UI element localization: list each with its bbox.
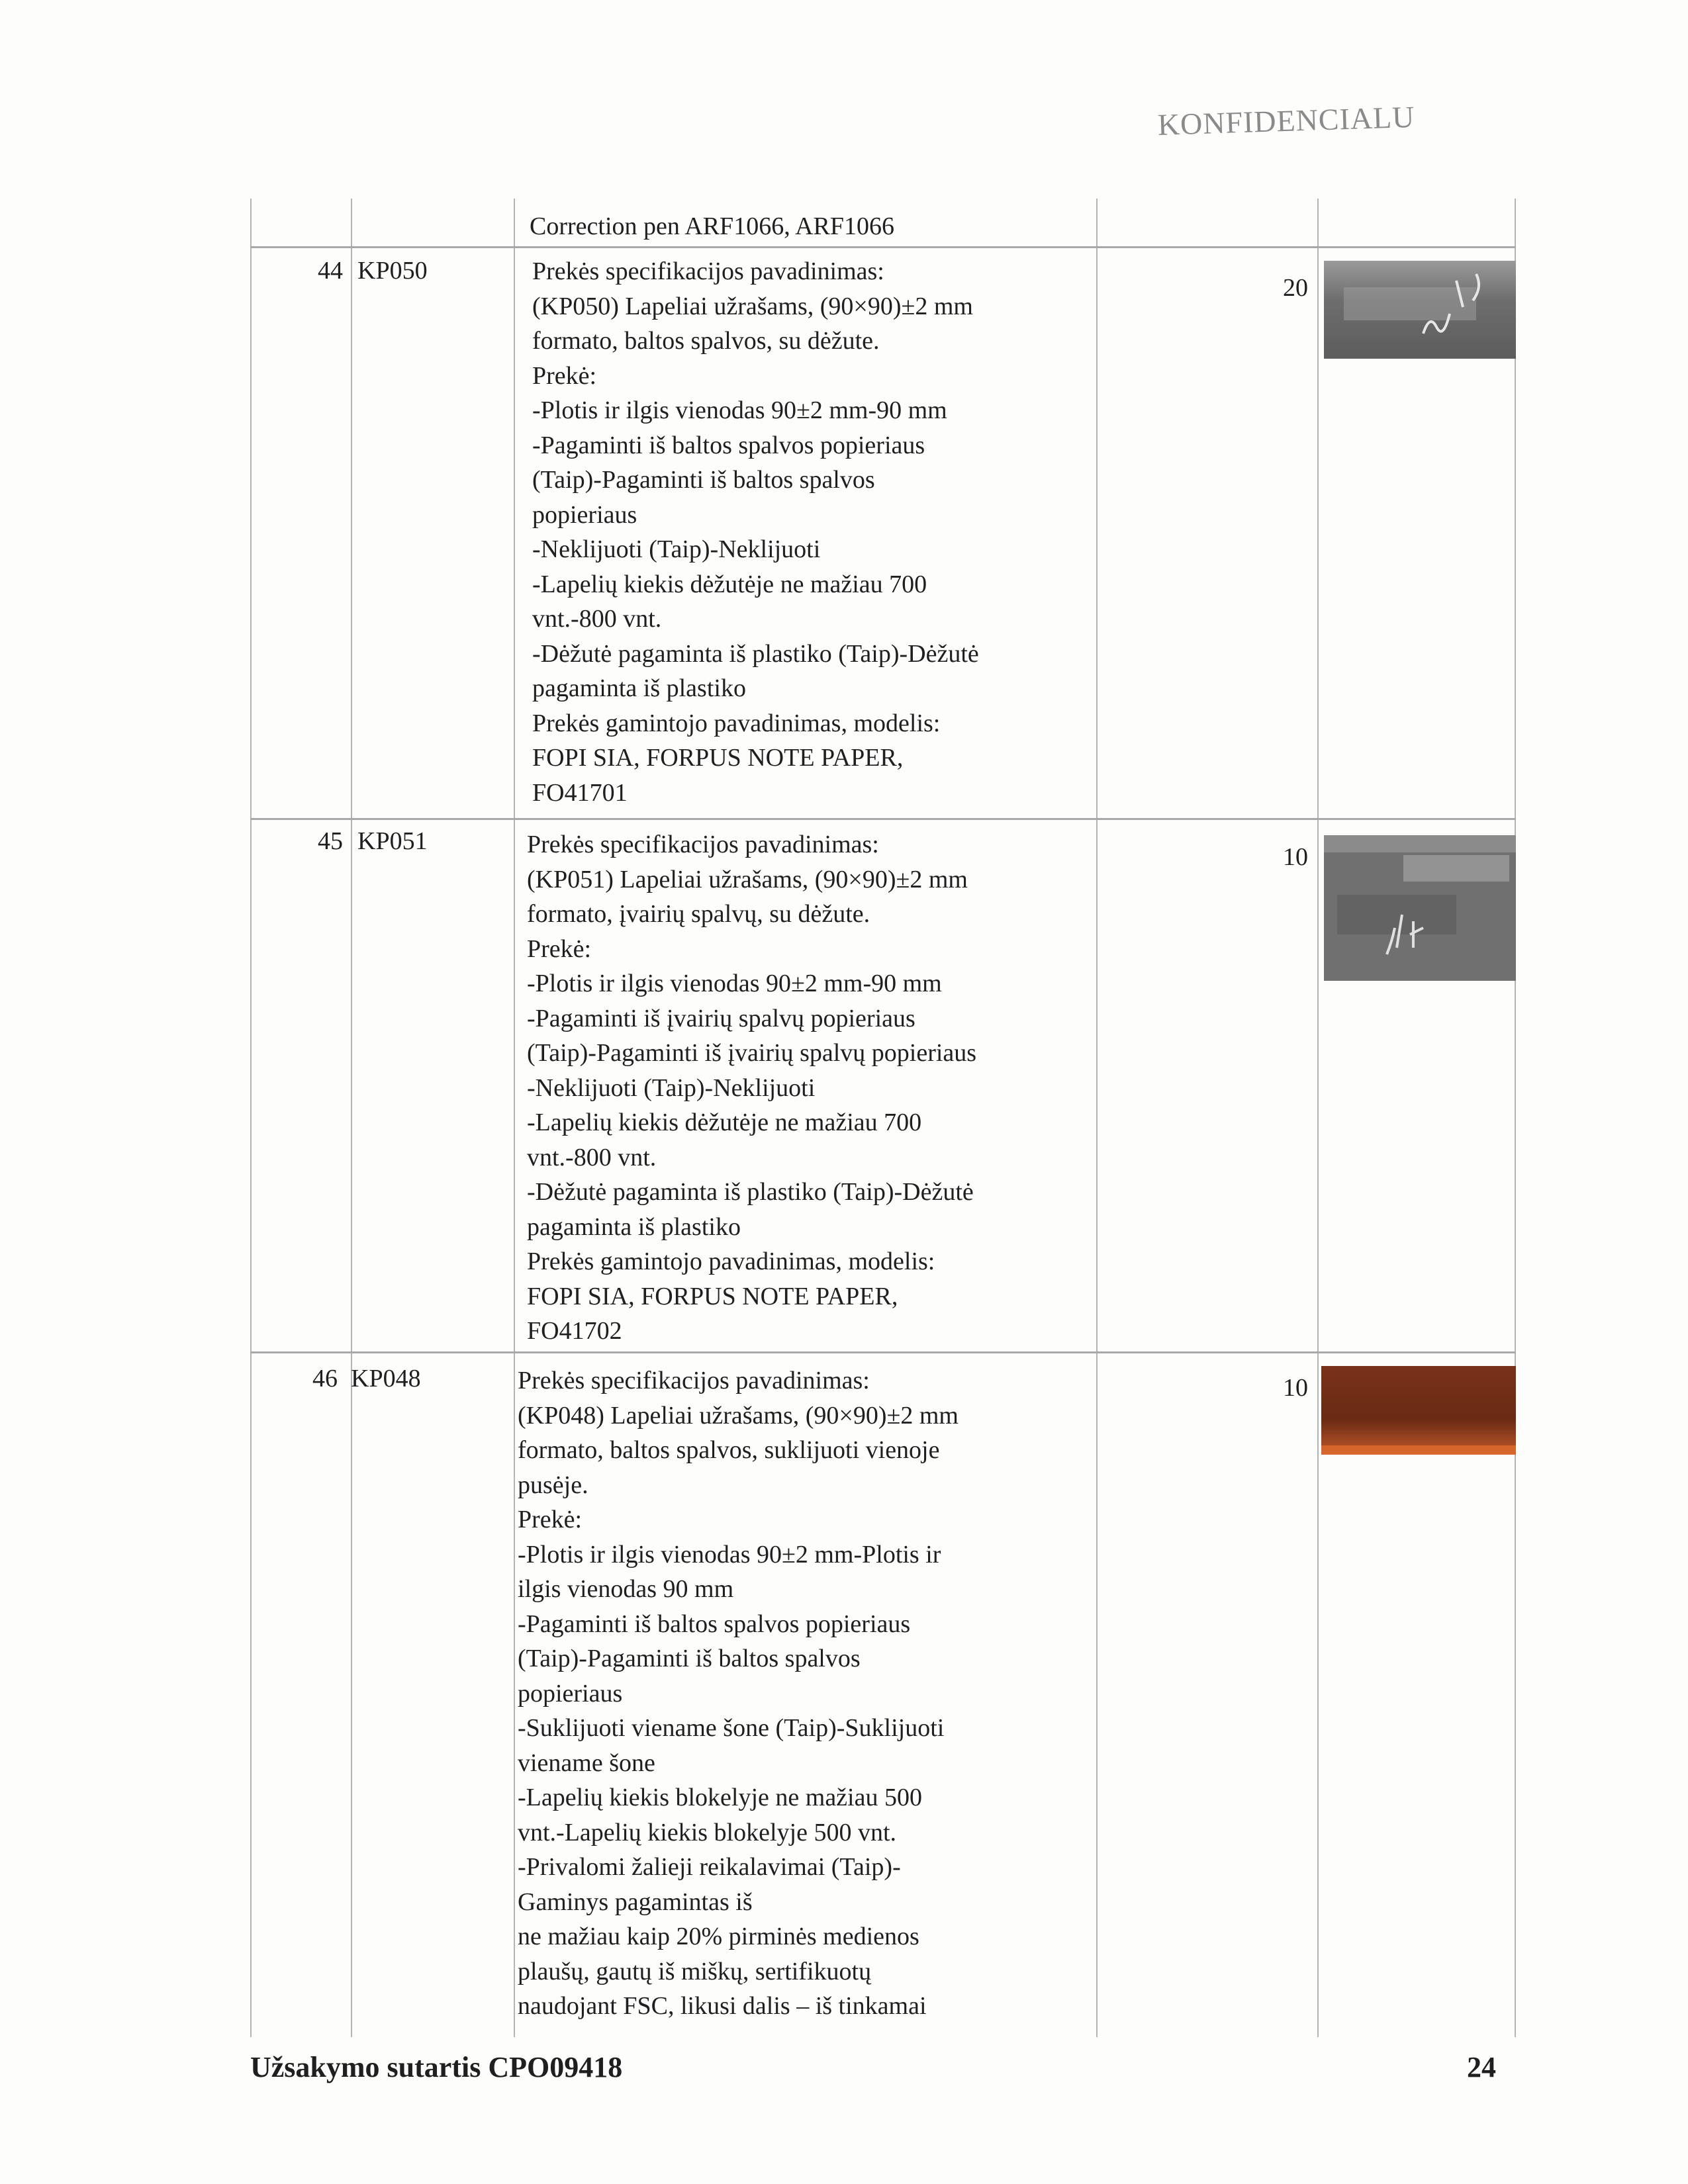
- description-line: -Dėžutė pagaminta iš plastiko (Taip)-Dėžutė: [527, 1178, 974, 1206]
- product-description: [532, 254, 979, 810]
- description-line: vnt.-800 vnt.: [527, 1143, 657, 1171]
- description-line: FOPI SIA, FORPUS NOTE PAPER,: [532, 744, 904, 772]
- sample-strip-image: [1321, 1366, 1516, 1459]
- continuation-text: [530, 209, 894, 244]
- product-description: [518, 1363, 959, 2024]
- description-line: FO41702: [527, 1317, 622, 1345]
- description-line: popieriaus: [532, 500, 637, 529]
- description-line: Prekė:: [527, 934, 592, 963]
- quantity: 10: [1283, 843, 1308, 871]
- description-line: -Neklijuoti (Taip)-Neklijuoti: [532, 535, 821, 563]
- description-line: -Neklijuoti (Taip)-Neklijuoti: [527, 1073, 816, 1102]
- quantity: 10: [1283, 1374, 1308, 1402]
- grid-line: [514, 199, 515, 2037]
- description-line: popieriaus: [518, 1679, 623, 1707]
- grid-line: [351, 199, 352, 2037]
- description-line: -Pagaminti iš baltos spalvos popieriaus: [532, 431, 925, 459]
- description-line: (Taip)-Pagaminti iš baltos spalvos: [532, 466, 875, 494]
- row-number: 45: [318, 827, 343, 855]
- description-line: -Lapelių kiekis dėžutėje ne mažiau 700: [532, 570, 927, 598]
- description-line: -Pagaminti iš baltos spalvos popieriaus: [518, 1610, 911, 1638]
- row-divider: [250, 1351, 1516, 1353]
- description-line: Prekės specifikacijos pavadinimas:: [518, 1367, 870, 1394]
- description-line: formato, įvairių spalvų, su dėžute.: [527, 900, 870, 928]
- grid-line: [250, 199, 252, 2037]
- description-line: Prekės specifikacijos pavadinimas:: [527, 831, 879, 858]
- grid-line: [1317, 199, 1319, 2037]
- product-code: KP051: [357, 827, 428, 855]
- row-divider: [250, 246, 1516, 248]
- description-line: Prekės specifikacijos pavadinimas:: [532, 257, 884, 285]
- description-line: formato, baltos spalvos, su dėžute.: [532, 327, 880, 355]
- description-line: vnt.-Lapelių kiekis blokelyje 500 vnt.: [518, 1818, 897, 1846]
- description-line: ilgis vienodas 90 mm: [518, 1575, 734, 1603]
- description-line: -Pagaminti iš įvairių spalvų popieriaus: [527, 1004, 915, 1032]
- description-line: Prekė:: [518, 1506, 583, 1533]
- quantity: 20: [1283, 274, 1308, 302]
- description-line: Prekės gamintojo pavadinimas, modelis:: [532, 709, 941, 737]
- product-code: KP048: [351, 1365, 421, 1392]
- description-line: (KP050) Lapeliai užrašams, (90×90)±2 mm: [532, 292, 973, 320]
- description-line: pagaminta iš plastiko: [532, 674, 746, 702]
- description-line: Prekė:: [532, 361, 597, 390]
- description-line: -Dėžutė pagaminta iš plastiko (Taip)-Dėžutė: [532, 639, 979, 668]
- description-line: -Lapelių kiekis dėžutėje ne mažiau 700: [527, 1109, 922, 1136]
- page-number: 24: [1467, 2051, 1496, 2083]
- description-line: pagaminta iš plastiko: [527, 1212, 741, 1241]
- row-number: 46: [312, 1365, 338, 1392]
- description-line: Gaminys pagamintas iš: [518, 1888, 753, 1916]
- description-line: FOPI SIA, FORPUS NOTE PAPER,: [527, 1282, 898, 1310]
- description-line: formato, baltos spalvos, suklijuoti vienoje: [518, 1436, 940, 1464]
- description-line: -Plotis ir ilgis vienodas 90±2 mm-90 mm: [527, 970, 942, 997]
- description-line: pusėje.: [518, 1471, 588, 1499]
- row-number: 44: [318, 257, 343, 285]
- description-line: (KP048) Lapeliai užrašams, (90×90)±2 mm: [518, 1401, 959, 1430]
- description-line: -Privalomi žalieji reikalavimai (Taip)-: [518, 1853, 901, 1881]
- product-code: KP050: [357, 257, 428, 285]
- confidential-stamp: KONFIDENCIALU: [1157, 99, 1416, 142]
- description-line: Prekės gamintojo pavadinimas, modelis:: [527, 1248, 935, 1275]
- description-line: naudojant FSC, likusi dalis – iš tinkamai: [518, 1992, 927, 2020]
- description-line: -Plotis ir ilgis vienodas 90±2 mm-Plotis ir: [518, 1540, 941, 1569]
- product-description: [527, 827, 976, 1349]
- description-line: (Taip)-Pagaminti iš baltos spalvos: [518, 1645, 861, 1672]
- description-line: FO41701: [532, 778, 628, 807]
- contract-reference: Užsakymo sutartis CPO09418: [250, 2051, 623, 2083]
- grid-line: [1515, 199, 1516, 2037]
- description-line: ne mažiau kaip 20% pirminės medienos: [518, 1923, 919, 1950]
- description-line: (KP051) Lapeliai užrašams, (90×90)±2 mm: [527, 865, 968, 893]
- description-line: Correction pen ARF1066, ARF1066: [530, 212, 895, 240]
- grid-line: [1096, 199, 1098, 2037]
- row-divider: [250, 818, 1516, 820]
- description-line: -Suklijuoti viename šone (Taip)-Suklijuoti: [518, 1714, 945, 1742]
- sample-strip-image: [1324, 261, 1516, 360]
- description-line: -Lapelių kiekis blokelyje ne mažiau 500: [518, 1784, 922, 1811]
- description-line: (Taip)-Pagaminti iš įvairių spalvų popieriaus: [527, 1039, 977, 1067]
- description-line: viename šone: [518, 1749, 655, 1777]
- sample-strip-image: [1324, 835, 1516, 982]
- description-line: vnt.-800 vnt.: [532, 605, 662, 633]
- description-line: -Plotis ir ilgis vienodas 90±2 mm-90 mm: [532, 396, 947, 424]
- description-line: plaušų, gautų iš miškų, sertifikuotų: [518, 1957, 872, 1985]
